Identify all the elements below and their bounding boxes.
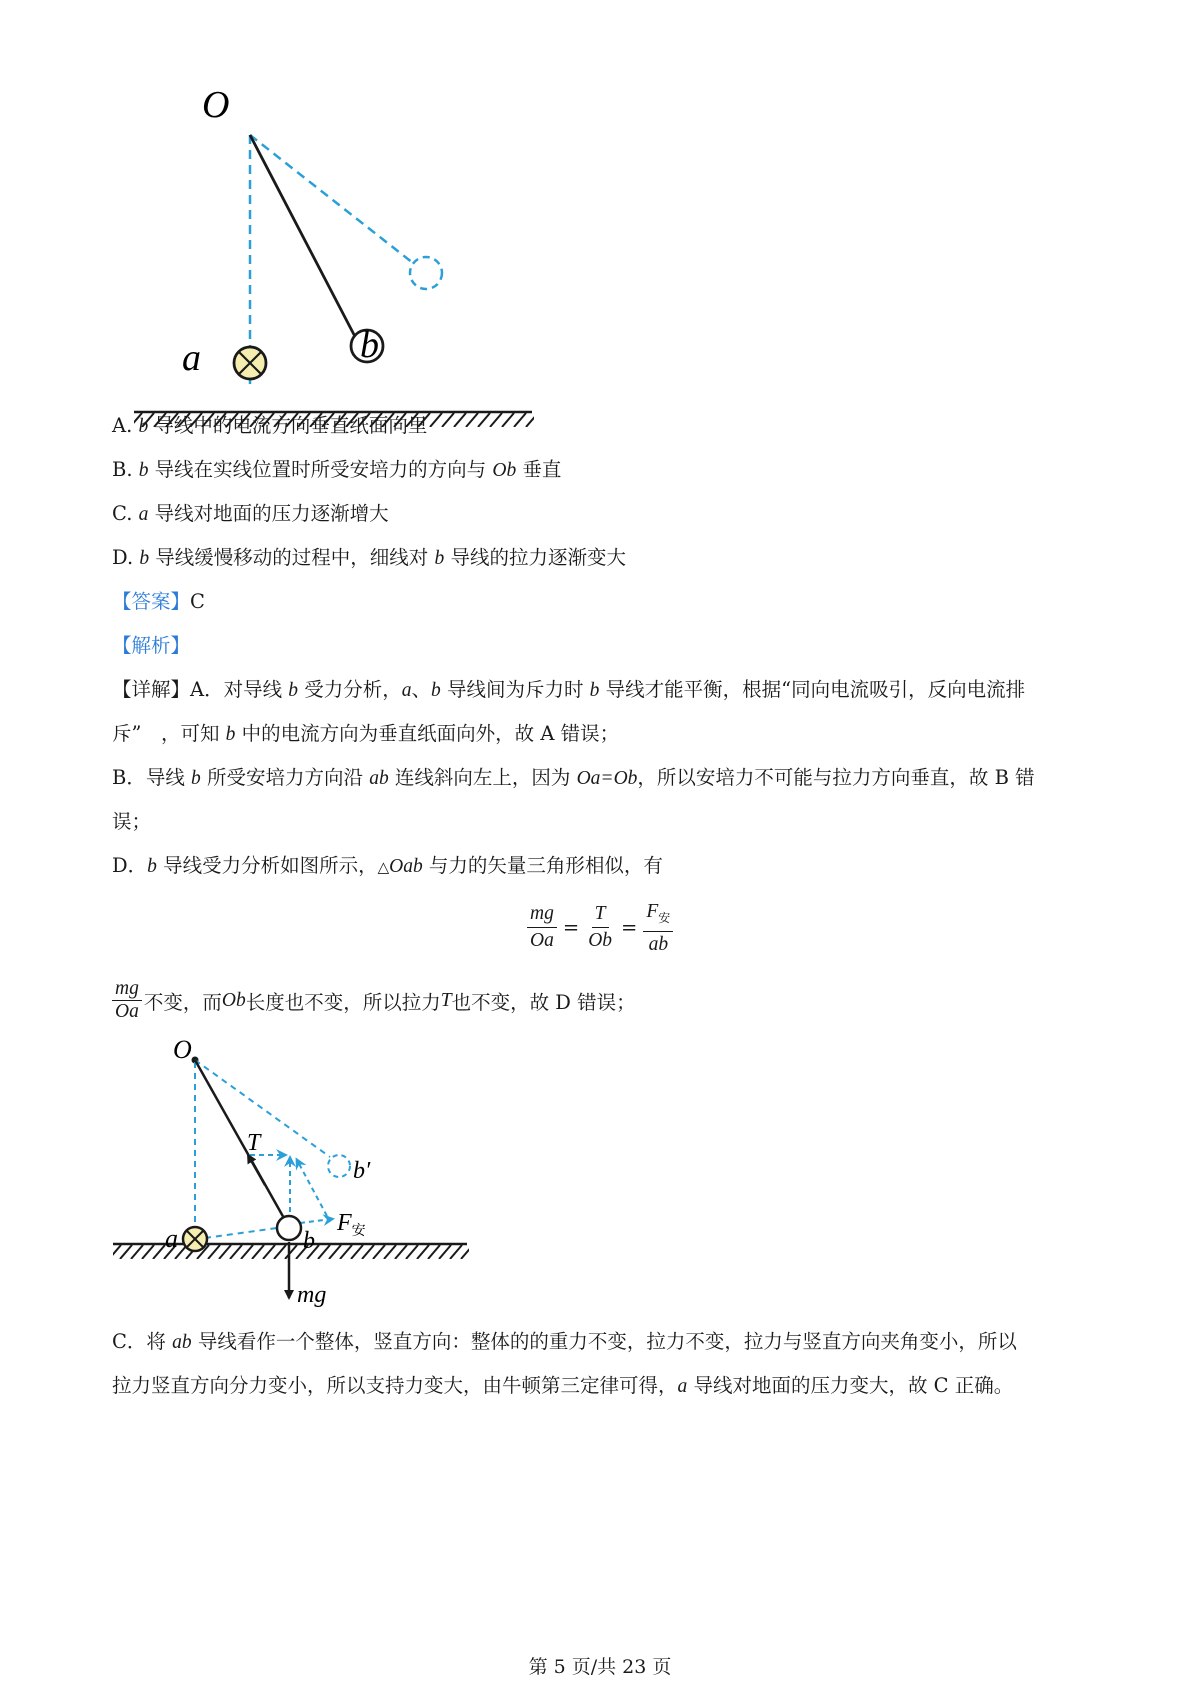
ground-hatch [208,1245,220,1259]
option-b: B. b 导线在实线位置时所受安培力的方向与 Ob 垂直 [112,458,562,481]
label-mg: mg [297,1282,327,1308]
tension-arrow [248,1155,265,1185]
ground-hatch [466,413,478,427]
ground-hatch [109,1245,121,1259]
conclusion-line-2: 拉力竖直方向分力变小，所以支持力变大，由牛顿第三定律可得，a 导线对地面的压力变大，故 C 正确。 [112,1374,1014,1397]
label-O: O [202,85,230,126]
wire-b-circle-2 [277,1216,301,1240]
label-a-2: a [165,1224,178,1253]
ground-hatch [131,1245,143,1259]
dashed-string-2 [195,1060,330,1157]
ground-hatch [502,413,514,427]
ground-hatch [285,1245,297,1259]
answer-line: 【答案】C [112,590,205,613]
after-eq-frac: $\frac{mg}{Oa}$ [112,978,142,1023]
eq-frac-2: $\frac{T}{Ob}$ [588,903,613,952]
ground-hatch [478,413,490,427]
ground-hatch [329,1245,341,1259]
ground-hatch [230,1245,242,1259]
ground-hatch [454,413,466,427]
ground-hatch [219,1245,231,1259]
ground-hatch [395,1245,407,1259]
ground-hatch [362,1245,374,1259]
dashed-a-to-b [205,1228,277,1238]
ground-hatch [351,1245,363,1259]
equation: $\frac{mg}{Oa}$ = $\frac{T}{Ob}$ = $\frac{F_安}{ab}$ [525,898,675,958]
label-bprime: b′ [353,1158,371,1184]
detail-line-2: 斥” ，可知 b 中的电流方向为垂直纸面向外，故 A 错误； [112,722,620,745]
label-b-2: b [303,1228,315,1254]
label-T: T [247,1130,261,1156]
solid-string [250,135,362,350]
after-equation-line: $\frac{mg}{Oa}$ 不变，而 Ob 长度也不变，所以拉力 T 也不变，故 D 错误； [112,978,636,1023]
figure-2 [105,1030,485,1330]
ground-hatch [417,1245,429,1259]
ground-hatch [406,1245,418,1259]
ground-hatch [450,1245,462,1259]
option-c: C. a 导线对地面的压力逐渐增大 [112,502,389,525]
ground-hatch [153,1245,165,1259]
ground-hatch [526,413,538,427]
ground-hatch [318,1245,330,1259]
ground-hatch [428,1245,440,1259]
option-a: A. b 导线中的电流方向垂直纸面向里 [112,414,428,437]
label-a: a [182,337,201,379]
ground-hatch [241,1245,253,1259]
ground-hatch [120,1245,132,1259]
ground-hatch [514,413,526,427]
label-O-2: O [173,1035,192,1064]
dashed-string-line [250,135,413,263]
detail-line-3: B．导线 b 所受安培力方向沿 ab 连线斜向左上，因为 Oa=Ob，所以安培力不可能与拉力方向垂直，故 B 错 [112,766,1035,789]
analysis-heading: 【解析】 [112,634,191,657]
ground-hatch [490,413,502,427]
ground-hatch [430,413,442,427]
ground-hatch [263,1245,275,1259]
detail-line-4: 误； [112,810,152,833]
ground-hatch [274,1245,286,1259]
label-b: b [360,324,379,366]
page-footer: 第 5 页/共 23 页 [528,1656,672,1678]
detail-line-5: D．b 导线受力分析如图所示，△Oab 与力的矢量三角形相似，有 [112,854,663,877]
dashed-ball [410,257,442,289]
ground-hatch [461,1245,473,1259]
ground-hatch [439,1245,451,1259]
ground-hatch [252,1245,264,1259]
dashed-ball-bprime [328,1155,350,1177]
ground-hatch [442,413,454,427]
option-d: D. b 导线缓慢移动的过程中，细线对 b 导线的拉力逐渐变大 [112,546,626,569]
label-F: $F_安$ [337,1210,366,1239]
figure-1 [120,85,540,430]
conclusion-line-1: C．将 ab 导线看作一个整体，竖直方向：整体的的重力不变，拉力不变，拉力与竖直方向夹角变小，所以 [112,1330,1017,1353]
arrow-side [297,1160,327,1216]
eq-frac-1: $\frac{mg}{Oa}$ [527,901,557,954]
arrow-F-an [300,1219,332,1223]
ground-hatch [142,1245,154,1259]
string-tension [195,1060,285,1220]
ground-hatch [340,1245,352,1259]
eq-frac-3: $\frac{F_安}{ab}$ [643,898,673,958]
ground-hatch [384,1245,396,1259]
ground-hatch [373,1245,385,1259]
detail-line-1: 【详解】A．对导线 b 受力分析，a、b 导线间为斥力时 b 导线才能平衡，根据“同向电流吸引，反向电流排 [112,678,1026,701]
